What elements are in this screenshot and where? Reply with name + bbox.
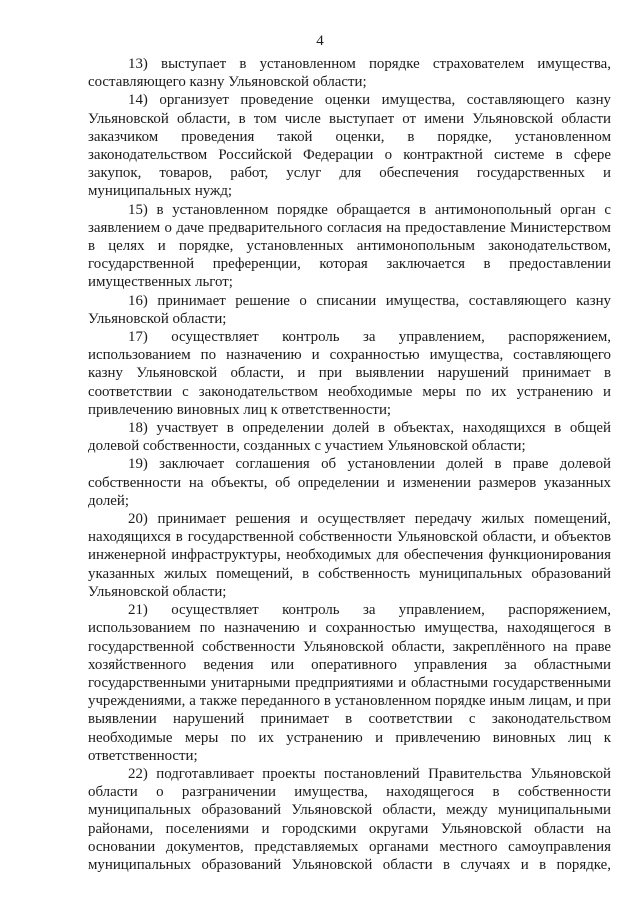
clause-17: 17) осуществляет контроль за управлением, распоряжением, использованием по назначению и сохранностью имущества, составляющего казну Ульяновской области, и при выявлении нарушений принимает в соответствии с законодательством необходимые меры по их устранению и привлечению виновных лиц к ответственности; <box>88 329 611 418</box>
clause-20: 20) принимает решения и осуществляет передачу жилых помещений, находящихся в государственной собственности Ульяновской области, и объектов инженерной инфраструктуры, необходимых для обеспечения функционирования указанных жилых помещений, в собственность муниципальных образований Ульяновской области; <box>88 511 611 600</box>
document-body <box>88 55 611 874</box>
page-number: 4 <box>316 33 324 49</box>
clause-18: 18) участвует в определении долей в объектах, находящихся в общей долевой собственности, созданных с участием Ульяновской области; <box>88 420 611 455</box>
clause-13: 13) выступает в установленном порядке страхователем имущества, составляющего казну Ульяновской области; <box>88 56 611 91</box>
clause-22: 22) подготавливает проекты постановлений Правительства Ульяновской области о разграничении имущества, находящегося в собственности муниципальных образований Ульяновской области, между муниципальными районами, поселениями и городскими округами Ульяновской области на основании документов, представляемых органами местного самоуправления муниципальных образований Ульяновской области в случаях и в порядке, <box>88 765 611 873</box>
clause-19: 19) заключает соглашения об установлении долей в праве долевой собственности на объекты, об определении и изменении размеров указанных долей; <box>88 456 611 509</box>
clause-21: 21) осуществляет контроль за управлением, распоряжением, использованием по назначению и сохранностью имущества, находящегося в государственной собственности Ульяновской области, закреплённого на праве хозяйственного ведения или оперативного управления за областными государственными унитарными предприятиями и областными государственными учреждениями, а также переданного в установленном порядке иным лицам, и при выявлении нарушений принимает в соответствии с законодательством необходимые меры по их устранению и привлечению виновных лиц к ответственности; <box>88 602 611 764</box>
clause-16: 16) принимает решение о списании имущества, составляющего казну Ульяновской области; <box>88 292 611 327</box>
clause-14: 14) организует проведение оценки имущества, составляющего казну Ульяновской области, в том числе выступает от имени Ульяновской области заказчиком проведения такой оценки, в порядке, установленном законодательством Российской Федерации о контрактной системе в сфере закупок, товаров, работ, услуг для обеспечения государственных и муниципальных нужд; <box>88 92 611 200</box>
clause-15: 15) в установленном порядке обращается в антимонопольный орган с заявлением о даче предварительного согласия на предоставление Министерством в целях и порядке, установленных антимонопольным законодательством, государственной преференции, которая заключается в предоставлении имущественных льгот; <box>88 201 611 291</box>
